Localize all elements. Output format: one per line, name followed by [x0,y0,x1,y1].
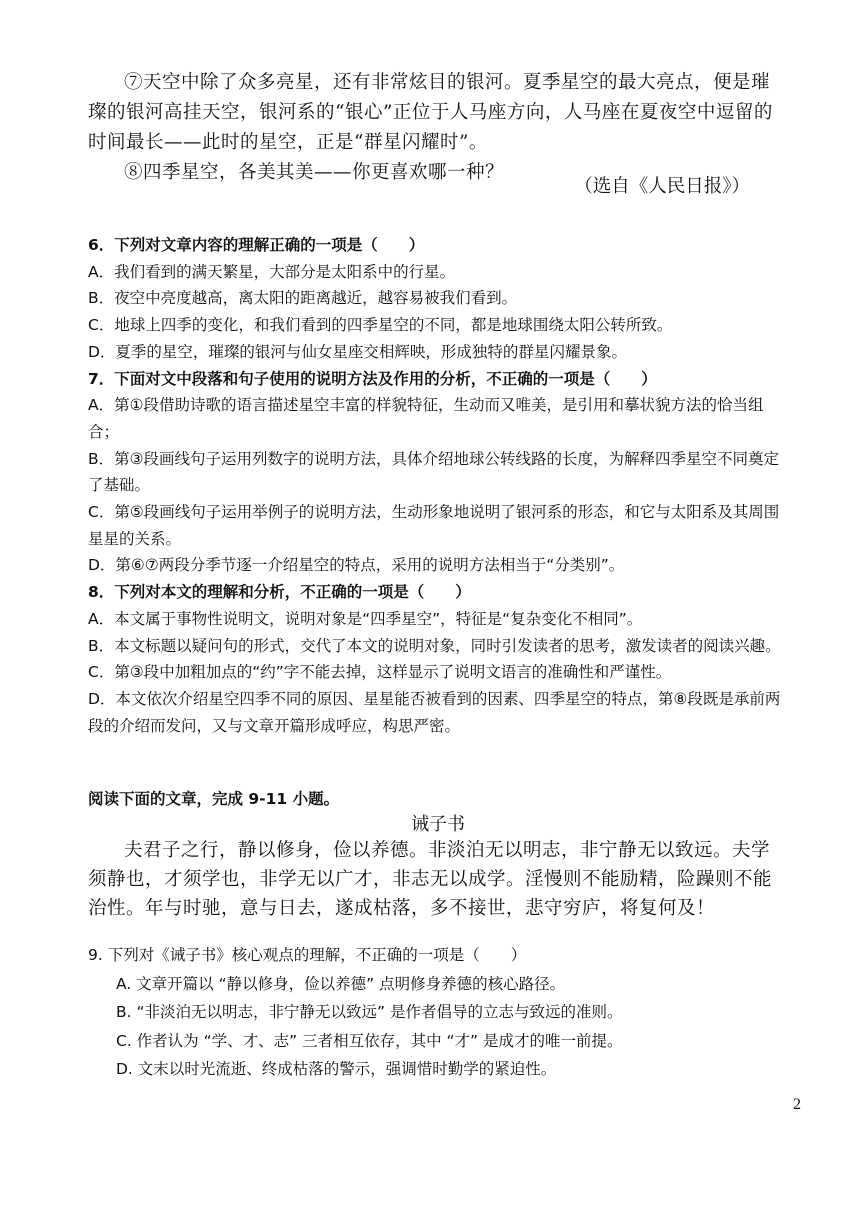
classical-text-body: 夫君子之行，静以修身，俭以养德。非淡泊无以明志，非宁静无以致远。夫学须静也，才须学也，非学无以广才，非志无以成学。淫慢则不能励精，险躁则不能治性。年与时驰，意与日去，遂成枯落，多不接世，悲守穷庐，将复何及！ [88,840,773,919]
paragraph-8: ⑧四季星空，各美其美——你更喜欢哪一种？ [124,162,505,183]
reading-instruction: 阅读下面的文章，完成 9-11 小题。 [88,790,340,808]
question-6-option-a: A．我们看到的满天繁星，大部分是太阳系中的行星。 [88,262,456,281]
question-6-option-b: B．夜空中亮度越高，离太阳的距离越近，越容易被我们看到。 [88,289,518,308]
classical-text [88,836,788,923]
question-7-option-d: D．第⑥⑦两段分季节逐一介绍星空的特点，采用的说明方法相当于“分类别”。 [88,556,625,575]
paragraph-7: ⑦天空中除了众多亮星，还有非常炫目的银河。夏季星空的最大亮点，便是璀璨的银河高挂天空，银河系的“银心”正位于人马座方向，人马座在夏夜空中逗留的时间最长——此时的星空，正是“群星闪耀时”。 [88,72,773,153]
question-9-option-d: D. 文末以时光流逝、终成枯落的警示，强调惜时勤学的紧迫性。 [116,1060,557,1078]
source-citation: （选自《人民日报》） [574,176,750,197]
question-9 [88,941,788,1084]
passage-title: 诫子书 [411,814,465,835]
question-6-stem: 6．下列对文章内容的理解正确的一项是（ ） [88,236,425,254]
question-9-option-b: B. “非淡泊无以明志，非宁静无以致远” 是作者倡导的立志与致远的准则。 [116,1003,623,1021]
question-9-option-a: A. 文章开篇以 “静以修身，俭以养德” 点明修身养德的核心路径。 [116,974,566,993]
question-6-option-c: C．地球上四季的变化，和我们看到的四季星空的不同，都是地球围绕太阳公转所致。 [88,316,673,335]
question-6-option-d: D．夏季的星空，璀璨的银河与仙女星座交相辉映，形成独特的群星闪耀景象。 [88,342,627,361]
question-7-option-c: C．第⑤段画线句子运用举例子的说明方法，生动形象地说明了银河系的形态，和它与太阳系及其周围星星的关系。 [88,503,780,548]
passage-continued [88,68,788,188]
question-8-option-d: D．本文依次介绍星空四季不同的原因、星星能否被看到的因素、四季星空的特点，第⑧段既是承前两段的介绍而发问，又与文章开篇形成呼应，构思严密。 [88,689,781,735]
questions-6-8 [88,232,788,739]
reading-instruction-block [88,786,788,813]
question-9-option-c: C. 作者认为 “学、才、志” 三者相互依存，其中 “才” 是成才的唯一前提。 [116,1031,623,1050]
question-7-option-a: A．第①段借助诗歌的语言描述星空丰富的样貌特征，生动而又唯美，是引用和摹状貌方法的恰当组合； [88,396,764,441]
question-8-option-b: B．本文标题以疑问句的形式，交代了本文的说明对象，同时引发读者的思考，激发读者的阅读兴趣。 [88,636,781,655]
question-9-stem: 9. 下列对《诫子书》核心观点的理解，不正确的一项是（ ） [88,946,527,964]
question-8-option-c: C．第③段中加粗加点的“约”字不能去掉，这样显示了说明文语言的准确性和严谨性。 [88,663,672,682]
question-7-stem: 7．下面对文中段落和句子使用的说明方法及作用的分析，不正确的一项是（ ） [88,369,657,388]
question-7-option-b: B．第③段画线句子运用列数字的说明方法，具体介绍地球公转线路的长度，为解释四季星空不同奠定了基础。 [88,449,780,495]
question-8-stem: 8．下列对本文的理解和分析，不正确的一项是（ ） [88,583,471,602]
question-8-option-a: A．本文属于事物性说明文，说明对象是“四季星空”，特征是“复杂变化不相同”。 [88,609,643,628]
page-number: 2 [793,1096,801,1113]
